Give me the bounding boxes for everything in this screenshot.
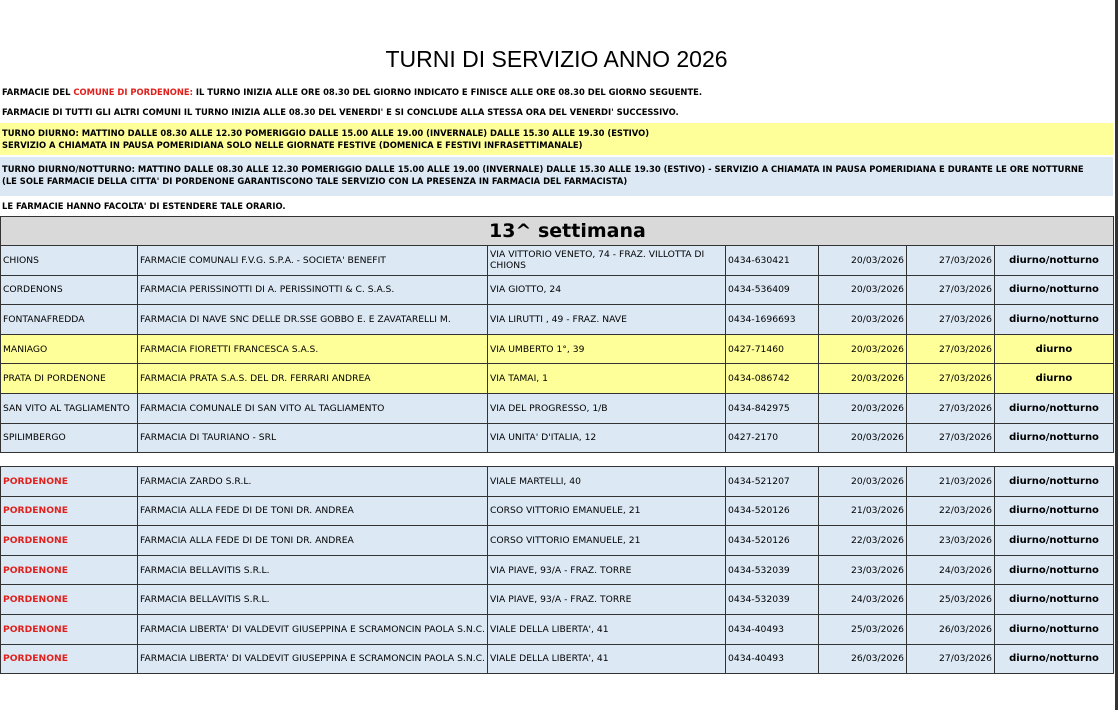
- phone-cell: 0434-521207: [726, 467, 819, 497]
- city-cell: SAN VITO AL TAGLIAMENTO: [1, 393, 138, 423]
- phone-cell: 0434-532039: [726, 585, 819, 615]
- date-to-cell: 25/03/2026: [907, 585, 995, 615]
- note-diurno: [0, 123, 1113, 155]
- city-cell: PRATA DI PORDENONE: [1, 364, 138, 394]
- date-to-cell: 22/03/2026: [907, 496, 995, 526]
- note-line: SERVIZIO A CHIAMATA IN PAUSA POMERIDIANA SOLO NELLE GIORNATE FESTIVE (DOMENICA E FESTIVI INFRASETTIMANALE): [2, 140, 583, 150]
- address-cell: VIALE DELLA LIBERTA', 41: [488, 644, 726, 674]
- note-line: (LE SOLE FARMACIE DELLA CITTA' DI PORDENONE GARANTISCONO TALE SERVIZIO CON LA PRESENZA IN FARMACIA DEL FARMACISTA): [2, 176, 628, 186]
- phone-cell: 0434-1696693: [726, 305, 819, 335]
- pharmacy-name-cell: FARMACIA ALLA FEDE DI DE TONI DR. ANDREA: [138, 526, 488, 556]
- date-from-cell: 22/03/2026: [819, 526, 907, 556]
- table-row: [1, 364, 1114, 394]
- address-cell: VIA PIAVE, 93/A - FRAZ. TORRE: [488, 555, 726, 585]
- shift-type-cell: diurno/notturno: [995, 467, 1114, 497]
- table-row: [1, 644, 1114, 674]
- date-to-cell: 26/03/2026: [907, 614, 995, 644]
- note-other-towns: FARMACIE DI TUTTI GLI ALTRI COMUNI IL TURNO INIZIA ALLE 08.30 DEL VENERDI' E SI CONCLUDE ALLA STESSA ORA DEL VENERDI' SUCCESSIVO.: [2, 107, 679, 117]
- date-from-cell: 20/03/2026: [819, 275, 907, 305]
- phone-cell: 0434-520126: [726, 526, 819, 556]
- date-to-cell: 27/03/2026: [907, 305, 995, 335]
- pharmacy-name-cell: FARMACIE COMUNALI F.V.G. S.P.A. - SOCIETA' BENEFIT: [138, 246, 488, 276]
- phone-cell: 0434-630421: [726, 246, 819, 276]
- date-to-cell: 27/03/2026: [907, 393, 995, 423]
- city-cell: PORDENONE: [1, 585, 138, 615]
- date-to-cell: 24/03/2026: [907, 555, 995, 585]
- shift-type-cell: diurno/notturno: [995, 555, 1114, 585]
- pharmacy-name-cell: FARMACIA BELLAVITIS S.R.L.: [138, 585, 488, 615]
- shift-type-cell: diurno/notturno: [995, 275, 1114, 305]
- pharmacy-name-cell: FARMACIA BELLAVITIS S.R.L.: [138, 555, 488, 585]
- pharmacy-name-cell: FARMACIA DI TAURIANO - SRL: [138, 423, 488, 453]
- phone-cell: 0434-520126: [726, 496, 819, 526]
- address-cell: VIA DEL PROGRESSO, 1/B: [488, 393, 726, 423]
- address-cell: VIA VITTORIO VENETO, 74 - FRAZ. VILLOTTA DI CHIONS: [488, 246, 726, 276]
- city-cell: PORDENONE: [1, 526, 138, 556]
- note-line: TURNO DIURNO: MATTINO DALLE 08.30 ALLE 12.30 POMERIGGIO DALLE 15.00 ALLE 19.00 (INVERNALE) DALLE 15.30 ALLE 19.30 (ESTIVO): [2, 128, 650, 138]
- date-to-cell: 27/03/2026: [907, 423, 995, 453]
- table-row: [1, 305, 1114, 335]
- address-cell: VIA GIOTTO, 24: [488, 275, 726, 305]
- table-row: [1, 423, 1114, 453]
- shift-type-cell: diurno/notturno: [995, 496, 1114, 526]
- address-cell: VIA UNITA' D'ITALIA, 12: [488, 423, 726, 453]
- phone-cell: 0434-40493: [726, 644, 819, 674]
- date-to-cell: 21/03/2026: [907, 467, 995, 497]
- city-cell: PORDENONE: [1, 555, 138, 585]
- phone-cell: 0434-532039: [726, 555, 819, 585]
- city-cell: PORDENONE: [1, 496, 138, 526]
- date-to-cell: 27/03/2026: [907, 275, 995, 305]
- date-from-cell: 21/03/2026: [819, 496, 907, 526]
- date-from-cell: 20/03/2026: [819, 246, 907, 276]
- date-from-cell: 20/03/2026: [819, 334, 907, 364]
- address-cell: VIALE MARTELLI, 40: [488, 467, 726, 497]
- pharmacy-name-cell: FARMACIA LIBERTA' DI VALDEVIT GIUSEPPINA E SCRAMONCIN PAOLA S.N.C.: [138, 644, 488, 674]
- address-cell: CORSO VITTORIO EMANUELE, 21: [488, 526, 726, 556]
- week-label: 13^ settimana: [1, 217, 1114, 246]
- city-cell: CHIONS: [1, 246, 138, 276]
- date-from-cell: 25/03/2026: [819, 614, 907, 644]
- address-cell: CORSO VITTORIO EMANUELE, 21: [488, 496, 726, 526]
- city-cell: MANIAGO: [1, 334, 138, 364]
- note-text: FARMACIE DEL: [2, 87, 74, 97]
- table-row: [1, 393, 1114, 423]
- phone-cell: 0434-842975: [726, 393, 819, 423]
- note-text: IL TURNO INIZIA ALLE ORE 08.30 DEL GIORNO INDICATO E FINISCE ALLE ORE 08.30 DEL GIORNO SEGUENTE.: [192, 87, 703, 97]
- date-from-cell: 24/03/2026: [819, 585, 907, 615]
- table-row: [1, 467, 1114, 497]
- note-hours: LE FARMACIE HANNO FACOLTA' DI ESTENDERE TALE ORARIO.: [2, 201, 286, 211]
- table-row: [1, 334, 1114, 364]
- city-cell: FONTANAFREDDA: [1, 305, 138, 335]
- phone-cell: 0434-40493: [726, 614, 819, 644]
- date-to-cell: 27/03/2026: [907, 246, 995, 276]
- phone-cell: 0434-086742: [726, 364, 819, 394]
- date-from-cell: 20/03/2026: [819, 305, 907, 335]
- phone-cell: 0427-2170: [726, 423, 819, 453]
- shift-type-cell: diurno/notturno: [995, 246, 1114, 276]
- schedule-table-pordenone: [0, 466, 1114, 674]
- pharmacy-name-cell: FARMACIA LIBERTA' DI VALDEVIT GIUSEPPINA E SCRAMONCIN PAOLA S.N.C.: [138, 614, 488, 644]
- pharmacy-name-cell: FARMACIA PERISSINOTTI DI A. PERISSINOTTI & C. S.A.S.: [138, 275, 488, 305]
- pharmacy-name-cell: FARMACIA ALLA FEDE DI DE TONI DR. ANDREA: [138, 496, 488, 526]
- table-row: [1, 496, 1114, 526]
- schedule-table-province: [0, 216, 1114, 453]
- shift-type-cell: diurno/notturno: [995, 614, 1114, 644]
- city-cell: PORDENONE: [1, 467, 138, 497]
- shift-type-cell: diurno/notturno: [995, 526, 1114, 556]
- city-cell: SPILIMBERGO: [1, 423, 138, 453]
- city-cell: PORDENONE: [1, 644, 138, 674]
- shift-type-cell: diurno/notturno: [995, 305, 1114, 335]
- date-from-cell: 20/03/2026: [819, 423, 907, 453]
- shift-type-cell: diurno: [995, 364, 1114, 394]
- address-cell: VIA TAMAI, 1: [488, 364, 726, 394]
- address-cell: VIA LIRUTTI , 49 - FRAZ. NAVE: [488, 305, 726, 335]
- table-row: [1, 526, 1114, 556]
- pharmacy-name-cell: FARMACIA ZARDO S.R.L.: [138, 467, 488, 497]
- address-cell: VIA PIAVE, 93/A - FRAZ. TORRE: [488, 585, 726, 615]
- table-row: [1, 555, 1114, 585]
- note-line: TURNO DIURNO/NOTTURNO: MATTINO DALLE 08.30 ALLE 12.30 POMERIGGIO DALLE 15.00 ALLE 19.00 (INVERNALE) DALLE 15.30 ALLE 19.30 (ESTIVO) - SERVIZIO A CHIAMATA IN PAUSA POMERIDIANA E DURANTE LE ORE NOTTURNE: [2, 164, 1084, 174]
- page-title: TURNI DI SERVIZIO ANNO 2026: [385, 46, 728, 72]
- table-row: [1, 275, 1114, 305]
- date-from-cell: 26/03/2026: [819, 644, 907, 674]
- note-notturno: [0, 157, 1113, 196]
- pharmacy-name-cell: FARMACIA FIORETTI FRANCESCA S.A.S.: [138, 334, 488, 364]
- week-header-row: [1, 217, 1114, 246]
- shift-type-cell: diurno: [995, 334, 1114, 364]
- pharmacy-name-cell: FARMACIA DI NAVE SNC DELLE DR.SSE GOBBO E. E ZAVATARELLI M.: [138, 305, 488, 335]
- address-cell: VIA UMBERTO 1°, 39: [488, 334, 726, 364]
- date-from-cell: 20/03/2026: [819, 467, 907, 497]
- address-cell: VIALE DELLA LIBERTA', 41: [488, 614, 726, 644]
- date-to-cell: 23/03/2026: [907, 526, 995, 556]
- phone-cell: 0427-71460: [726, 334, 819, 364]
- pharmacy-name-cell: FARMACIA COMUNALE DI SAN VITO AL TAGLIAMENTO: [138, 393, 488, 423]
- table-row: [1, 614, 1114, 644]
- shift-type-cell: diurno/notturno: [995, 644, 1114, 674]
- date-to-cell: 27/03/2026: [907, 364, 995, 394]
- table-row: [1, 585, 1114, 615]
- phone-cell: 0434-536409: [726, 275, 819, 305]
- note-highlight: COMUNE DI PORDENONE:: [73, 87, 193, 97]
- table-row: [1, 246, 1114, 276]
- shift-type-cell: diurno/notturno: [995, 585, 1114, 615]
- date-from-cell: 23/03/2026: [819, 555, 907, 585]
- pharmacy-name-cell: FARMACIA PRATA S.A.S. DEL DR. FERRARI ANDREA: [138, 364, 488, 394]
- shift-type-cell: diurno/notturno: [995, 423, 1114, 453]
- date-to-cell: 27/03/2026: [907, 334, 995, 364]
- date-from-cell: 20/03/2026: [819, 364, 907, 394]
- city-cell: CORDENONS: [1, 275, 138, 305]
- shift-type-cell: diurno/notturno: [995, 393, 1114, 423]
- city-cell: PORDENONE: [1, 614, 138, 644]
- date-to-cell: 27/03/2026: [907, 644, 995, 674]
- date-from-cell: 20/03/2026: [819, 393, 907, 423]
- note-pordenone: [0, 86, 1113, 98]
